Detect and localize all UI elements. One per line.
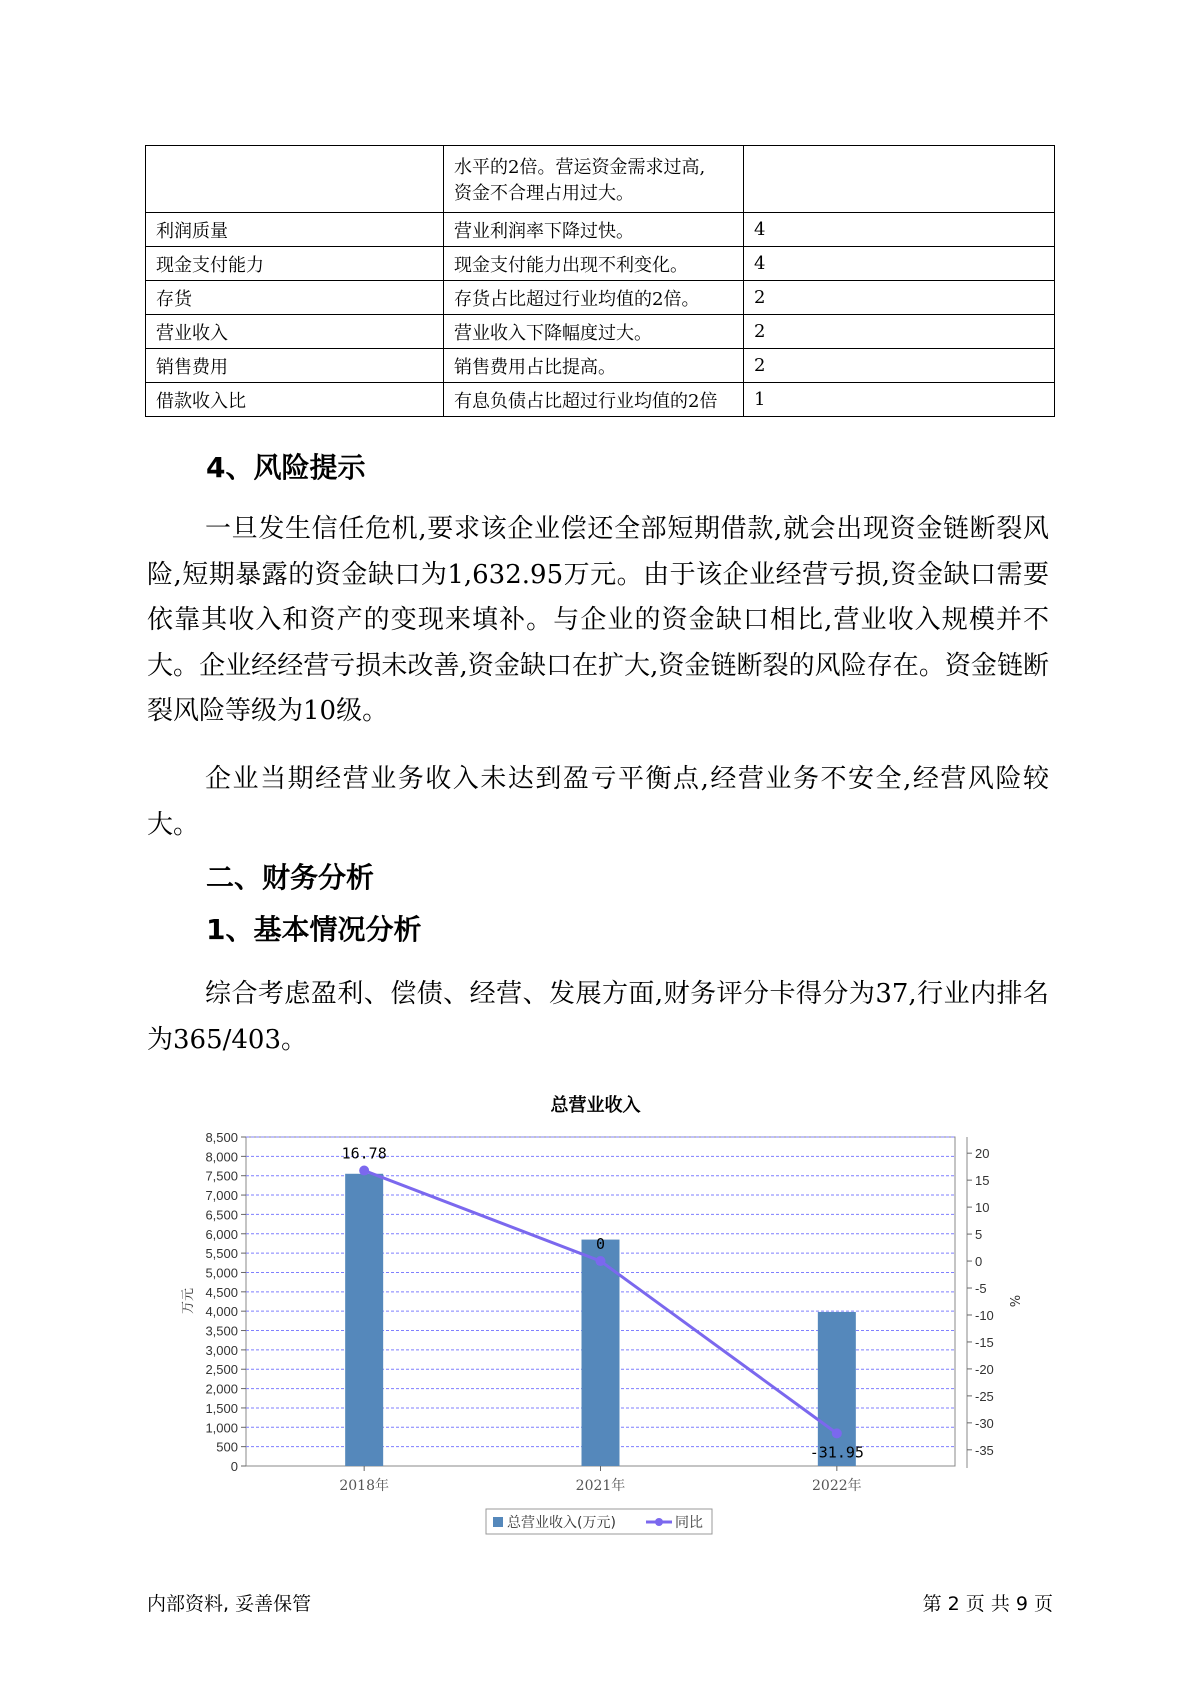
table-cell-item: 利润质量	[146, 213, 444, 247]
y-tick-label: 7,500	[205, 1168, 238, 1184]
paragraph: 企业当期经营业务收入未达到盈亏平衡点,经营业务不安全,经营风险较大。	[147, 764, 1049, 840]
table-cell-score: 2	[744, 349, 1055, 383]
table-cell-score: 4	[744, 247, 1055, 281]
table-cell-desc: 现金支付能力出现不利变化。	[444, 247, 744, 281]
table-cell-item: 销售费用	[146, 349, 444, 383]
paragraph: 综合考虑盈利、偿债、经营、发展方面,财务评分卡得分为37,行业内排名为365/403。	[147, 979, 1049, 1055]
x-tick-label: 2021年	[575, 1478, 626, 1494]
section-heading-risk: 4、风险提示	[206, 451, 366, 484]
line-point	[359, 1166, 369, 1176]
y-tick-label: 8,500	[205, 1130, 238, 1145]
y-tick-label: 5,500	[205, 1246, 238, 1262]
y-tick-label: 2,500	[205, 1362, 238, 1378]
line-point	[832, 1428, 842, 1438]
subsection-heading: 1、基本情况分析	[206, 913, 422, 946]
data-label: 0	[595, 1235, 606, 1254]
y-tick-label: 4,500	[205, 1284, 238, 1300]
data-label: -31.95	[809, 1443, 864, 1462]
chart-title: 总营业收入	[550, 1095, 641, 1116]
y-tick-label: 500	[216, 1439, 238, 1455]
table-cell-desc: 营业收入下降幅度过大。	[444, 315, 744, 349]
y-right-tick-label: 15	[975, 1173, 990, 1189]
y-tick-label: 0	[230, 1459, 238, 1474]
y-right-tick-label: -30	[975, 1415, 994, 1431]
y-tick-label: 2,000	[205, 1381, 238, 1397]
table-cell-desc: 存货占比超过行业均值的2倍。	[444, 281, 744, 315]
table-cell-score: 2	[744, 281, 1055, 315]
y-right-tick-label: -15	[975, 1334, 994, 1350]
table-cell-item: 现金支付能力	[146, 247, 444, 281]
y-axis-label: 万元	[181, 1287, 196, 1315]
desc-line: 资金不合理占用过大。	[454, 183, 634, 204]
table-cell-item: 营业收入	[146, 315, 444, 349]
y-tick-label: 7,000	[205, 1188, 238, 1204]
y-tick-label: 1,000	[205, 1420, 238, 1436]
y-right-tick-label: -5	[975, 1281, 987, 1297]
table-cell-score: 1	[744, 383, 1055, 417]
footer-note: 内部资料, 妥善保管	[147, 1593, 312, 1615]
page-number: 第 2 页 共 9 页	[922, 1593, 1053, 1615]
y-right-tick-label: 0	[975, 1254, 983, 1270]
y-right-tick-label: -10	[975, 1307, 994, 1323]
x-tick-label: 2022年	[812, 1478, 862, 1494]
legend-label: 同比	[675, 1515, 703, 1531]
y-right-tick-label: -25	[975, 1388, 994, 1404]
section-heading-finance: 二、财务分析	[206, 861, 375, 894]
y-right-tick-label: 20	[975, 1146, 990, 1162]
line-point	[596, 1256, 606, 1266]
table-cell-desc: 有息负债占比超过行业均值的2倍	[444, 383, 744, 417]
y-tick-label: 5,000	[205, 1265, 238, 1281]
y-tick-label: 8,000	[205, 1149, 238, 1165]
x-tick-label: 2018年	[339, 1478, 389, 1494]
legend-marker	[655, 1518, 663, 1526]
legend-label: 总营业收入(万元)	[507, 1515, 616, 1531]
bar	[345, 1174, 383, 1466]
legend-swatch-bar	[493, 1517, 503, 1527]
y-tick-label: 3,500	[205, 1323, 238, 1339]
table-cell-desc: 营业利润率下降过快。	[444, 213, 744, 247]
y-tick-label: 6,000	[205, 1226, 238, 1242]
y-right-tick-label: -20	[975, 1361, 994, 1377]
table-cell-desc: 销售费用占比提高。	[444, 349, 744, 383]
table-cell-score: 2	[744, 315, 1055, 349]
table-cell-score: 4	[744, 213, 1055, 247]
y-right-axis-label: %	[1006, 1294, 1021, 1308]
table-cell-item: 存货	[146, 281, 444, 315]
data-label: 16.78	[341, 1144, 387, 1163]
y-right-tick-label: 10	[975, 1200, 990, 1216]
table-cell-item: 借款收入比	[146, 383, 444, 417]
y-tick-label: 1,500	[205, 1400, 238, 1416]
bar	[582, 1240, 620, 1466]
desc-line: 水平的2倍。营运资金需求过高,	[454, 157, 706, 178]
y-right-tick-label: -35	[975, 1442, 994, 1458]
y-tick-label: 4,000	[205, 1304, 238, 1320]
y-tick-label: 6,500	[205, 1207, 238, 1223]
y-tick-label: 3,000	[205, 1342, 238, 1358]
y-right-tick-label: 5	[975, 1227, 983, 1243]
paragraph: 一旦发生信任危机,要求该企业偿还全部短期借款,就会出现资金链断裂风险,短期暴露的资金缺口为1,632.95万元。由于该企业经营亏损,资金缺口需要依靠其收入和资产的变现来填补。与企业的资金缺口相比,营业收入规模并不大。企业经经营亏损未改善,资金缺口在扩大,资金链断裂的风险存在。资金链断裂风险等级为10级。	[147, 514, 1049, 726]
